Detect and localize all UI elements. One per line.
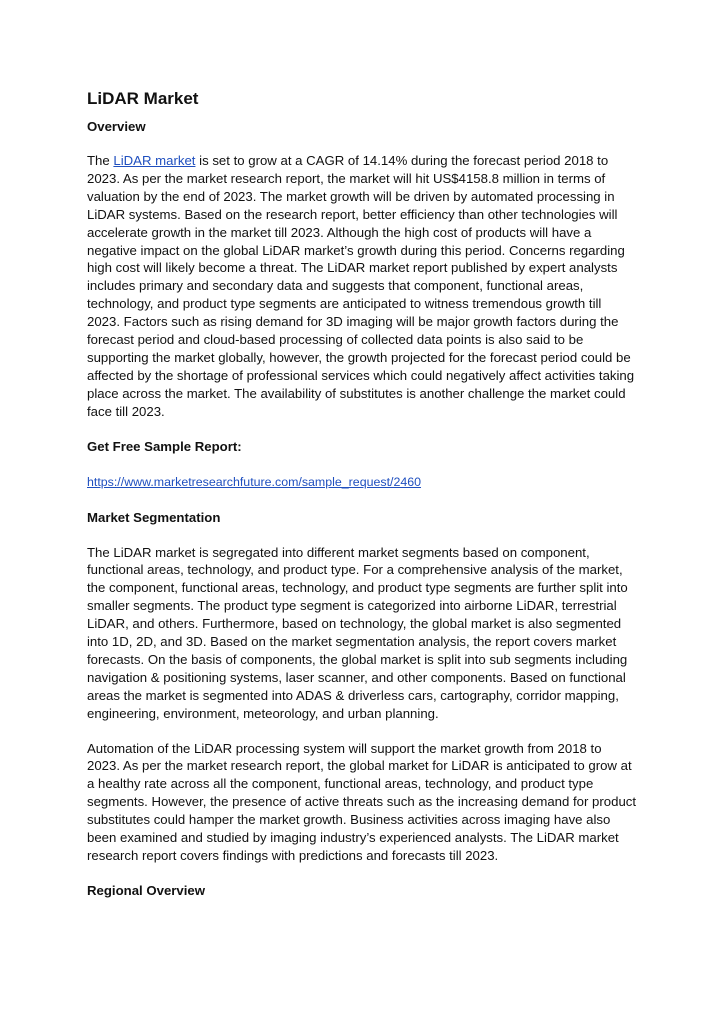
lidar-market-link[interactable]: LiDAR market xyxy=(113,153,196,168)
overview-paragraph xyxy=(87,152,637,421)
sample-report-paragraph xyxy=(87,473,637,492)
overview-heading: Overview xyxy=(87,119,146,134)
segmentation-heading: Market Segmentation xyxy=(87,509,221,525)
sample-report-heading: Get Free Sample Report: xyxy=(87,438,242,454)
segmentation-paragraph-1: The LiDAR market is segregated into different market segments based on component, functional areas, technology, and product type. For a comprehensive analysis of the market, the component, functional areas, technology, and product type segments are further split into smaller segments. The product type segment is categorized into airborne LiDAR, terrestrial LiDAR, and others. Furthermore, based on technology, the global market is also segmented into 1D, 2D, and 3D. Based on the market segmentation analysis, the report covers market forecasts. On the basis of components, the global market is split into sub segments including navigation & positioning systems, laser scanner, and other components. Based on functional areas the market is segmented into ADAS & driverless cars, cartography, corridor mapping, engineering, environment, meteorology, and urban planning. xyxy=(87,544,628,721)
page-title: LiDAR Market xyxy=(87,89,199,108)
document-page xyxy=(87,82,637,900)
segmentation-paragraph-2: Automation of the LiDAR processing system will support the market growth from 2018 to 2023. As per the market research report, the global market for LiDAR is anticipated to grow at a healthy rate across all the component, functional areas, technology, and product type segments. However, the presence of active threats such as the increasing demand for product substitutes could hamper the market growth. Business activities across imaging have also been examined and studied by imaging industry’s experienced analysts. The LiDAR market research report covers findings with predictions and forecasts till 2023. xyxy=(87,740,637,863)
overview-para-prefix: The xyxy=(87,153,114,168)
regional-overview-heading: Regional Overview xyxy=(87,882,205,898)
overview-para-body: is set to grow at a CAGR of 14.14% during the forecast period 2018 to 2023. As per the market research report, the market will hit US$4158.8 million in terms of valuation by the end of 2023. The market growth will be driven by automated processing in LiDAR systems. Based on the research report, better efficiency than other technologies will accelerate growth in the market till 2023. Although the high cost of products will have a negative impact on the global LiDAR market’s growth during this period. Concerns regarding high cost will likely become a threat. The LiDAR market report published by expert analysts includes primary and secondary data and suggests that component, functional areas, technology, and product type segments are anticipated to witness tremendous growth till 2023. Factors such as rising demand for 3D imaging will be major growth factors during the forecast period and cloud-based processing of collected data points is also said to be supporting the market globally, however, the growth projected for the forecast period could be affected by the shortage of professional services which could negatively affect activities taking place across the market. The availability of substitutes is another challenge the market could face till 2023. xyxy=(87,153,635,419)
sample-report-link[interactable]: https://www.marketresearchfuture.com/sample_request/2460 xyxy=(87,474,422,489)
